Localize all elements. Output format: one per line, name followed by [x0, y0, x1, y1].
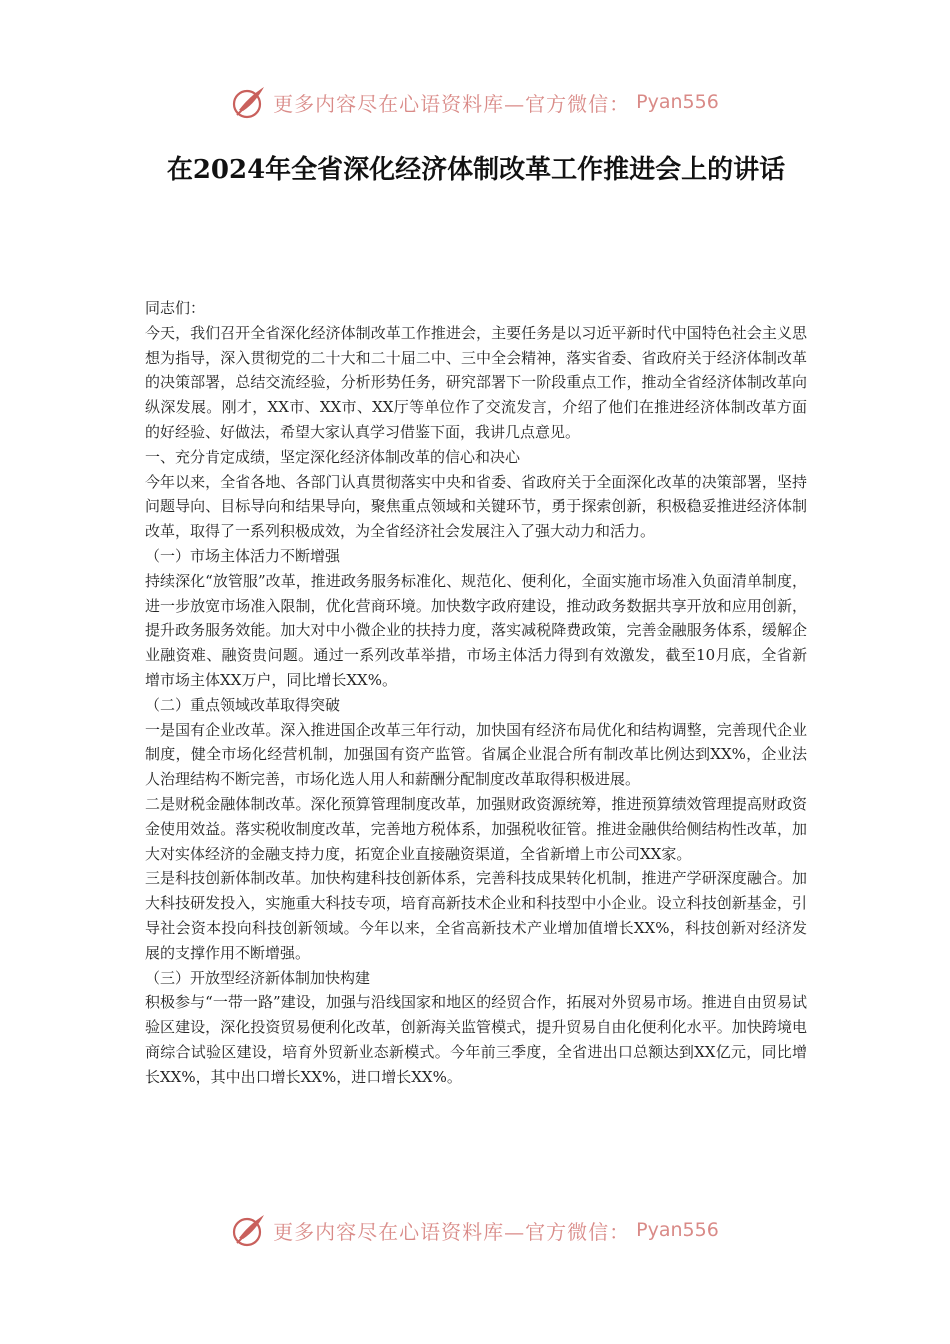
quill-logo-icon: [231, 1212, 267, 1248]
paragraph: 积极参与“一带一路”建设，加强与沿线国家和地区的经贸合作，拓展对外贸易市场。推进自由贸易试验区建设，深化投资贸易便利化改革，创新海关监管模式，提升贸易自由化便利化水平。加快跨境电商综合试验区建设，培育外贸新业态新模式。今年前三季度，全省进出口总额达到XX亿元，同比增长XX%，其中出口增长XX%，进口增长XX%。: [145, 993, 807, 1086]
section-heading: 一、充分肯定成绩，坚定深化经济体制改革的信心和决心: [145, 447, 521, 466]
salutation: 同志们：: [145, 299, 206, 317]
watermark-id: Pyan556: [636, 1219, 719, 1241]
paragraph: 三是科技创新体制改革。加快构建科技创新体系，完善科技成果转化机制，推进产学研深度融合。加大科技研发投入，实施重大科技专项，培育高新技术企业和科技型中小企业。设立科技创新基金，引导社会资本投向科技创新领域。今年以来，全省高新技术产业增加值增长XX%，科技创新对经济发展的支撑作用不断增强。: [145, 869, 807, 962]
document-title: 在2024年全省深化经济体制改革工作推进会上的讲话: [166, 155, 786, 185]
paragraph: 持续深化“放管服”改革，推进政务服务标准化、规范化、便利化，全面实施市场准入负面清单制度，进一步放宽市场准入限制，优化营商环境。加快数字政府建设，推动政务数据共享开放和应用创新，提升政务服务效能。加大对中小微企业的扶持力度，落实减税降费政策，完善金融服务体系，缓解企业融资难、融资贵问题。通过一系列改革举措，市场主体活力得到有效激发，截至10月底，全省新增市场主体XX万户，同比增长XX%。: [145, 571, 807, 689]
subsection-heading: （三）开放型经济新体制加快构建: [145, 968, 371, 987]
watermark-footer: [0, 1210, 950, 1250]
paragraph: 二是财税金融体制改革。深化预算管理制度改革，加强财政资源统筹，推进预算绩效管理提高财政资金使用效益。落实税收制度改革，完善地方税体系，加强税收征管。推进金融供给侧结构性改革，加大对实体经济的金融支持力度，拓宽企业直接融资渠道，全省新增上市公司XX家。: [145, 794, 807, 863]
paragraph: 一是国有企业改革。深入推进国企改革三年行动，加快国有经济布局优化和结构调整，完善现代企业制度，健全市场化经营机制，加强国有资产监管。省属企业混合所有制改革比例达到XX%，企业法人治理结构不断完善，市场化选人用人和薪酬分配制度改革取得积极进展。: [145, 720, 807, 789]
watermark-header: [0, 82, 950, 122]
watermark-text: 更多内容尽在心语资料库—官方微信：: [273, 91, 631, 116]
quill-logo-icon: [231, 84, 267, 120]
subsection-heading: （一）市场主体活力不断增强: [145, 546, 341, 565]
document-body: [145, 296, 807, 1090]
subsection-heading: （二）重点领域改革取得突破: [145, 695, 341, 714]
paragraph: 今天，我们召开全省深化经济体制改革工作推进会，主要任务是以习近平新时代中国特色社会主义思想为指导，深入贯彻党的二十大和二十届二中、三中全会精神，落实省委、省政府关于经济体制改革的决策部署，总结交流经验，分析形势任务，研究部署下一阶段重点工作，推动全省经济体制改革向纵深发展。刚才，XX市、XX市、XX厅等单位作了交流发言，介绍了他们在推进经济体制改革方面的好经验、好做法，希望大家认真学习借鉴下面，我讲几点意见。: [145, 323, 807, 441]
watermark-id: Pyan556: [636, 91, 719, 113]
watermark-text: 更多内容尽在心语资料库—官方微信：: [273, 1219, 631, 1244]
paragraph: 今年以来，全省各地、各部门认真贯彻落实中央和省委、省政府关于全面深化改革的决策部署，坚持问题导向、目标导向和结果导向，聚焦重点领域和关键环节，勇于探索创新，积极稳妥推进经济体制改革，取得了一系列积极成效，为全省经济社会发展注入了强大动力和活力。: [145, 472, 807, 541]
